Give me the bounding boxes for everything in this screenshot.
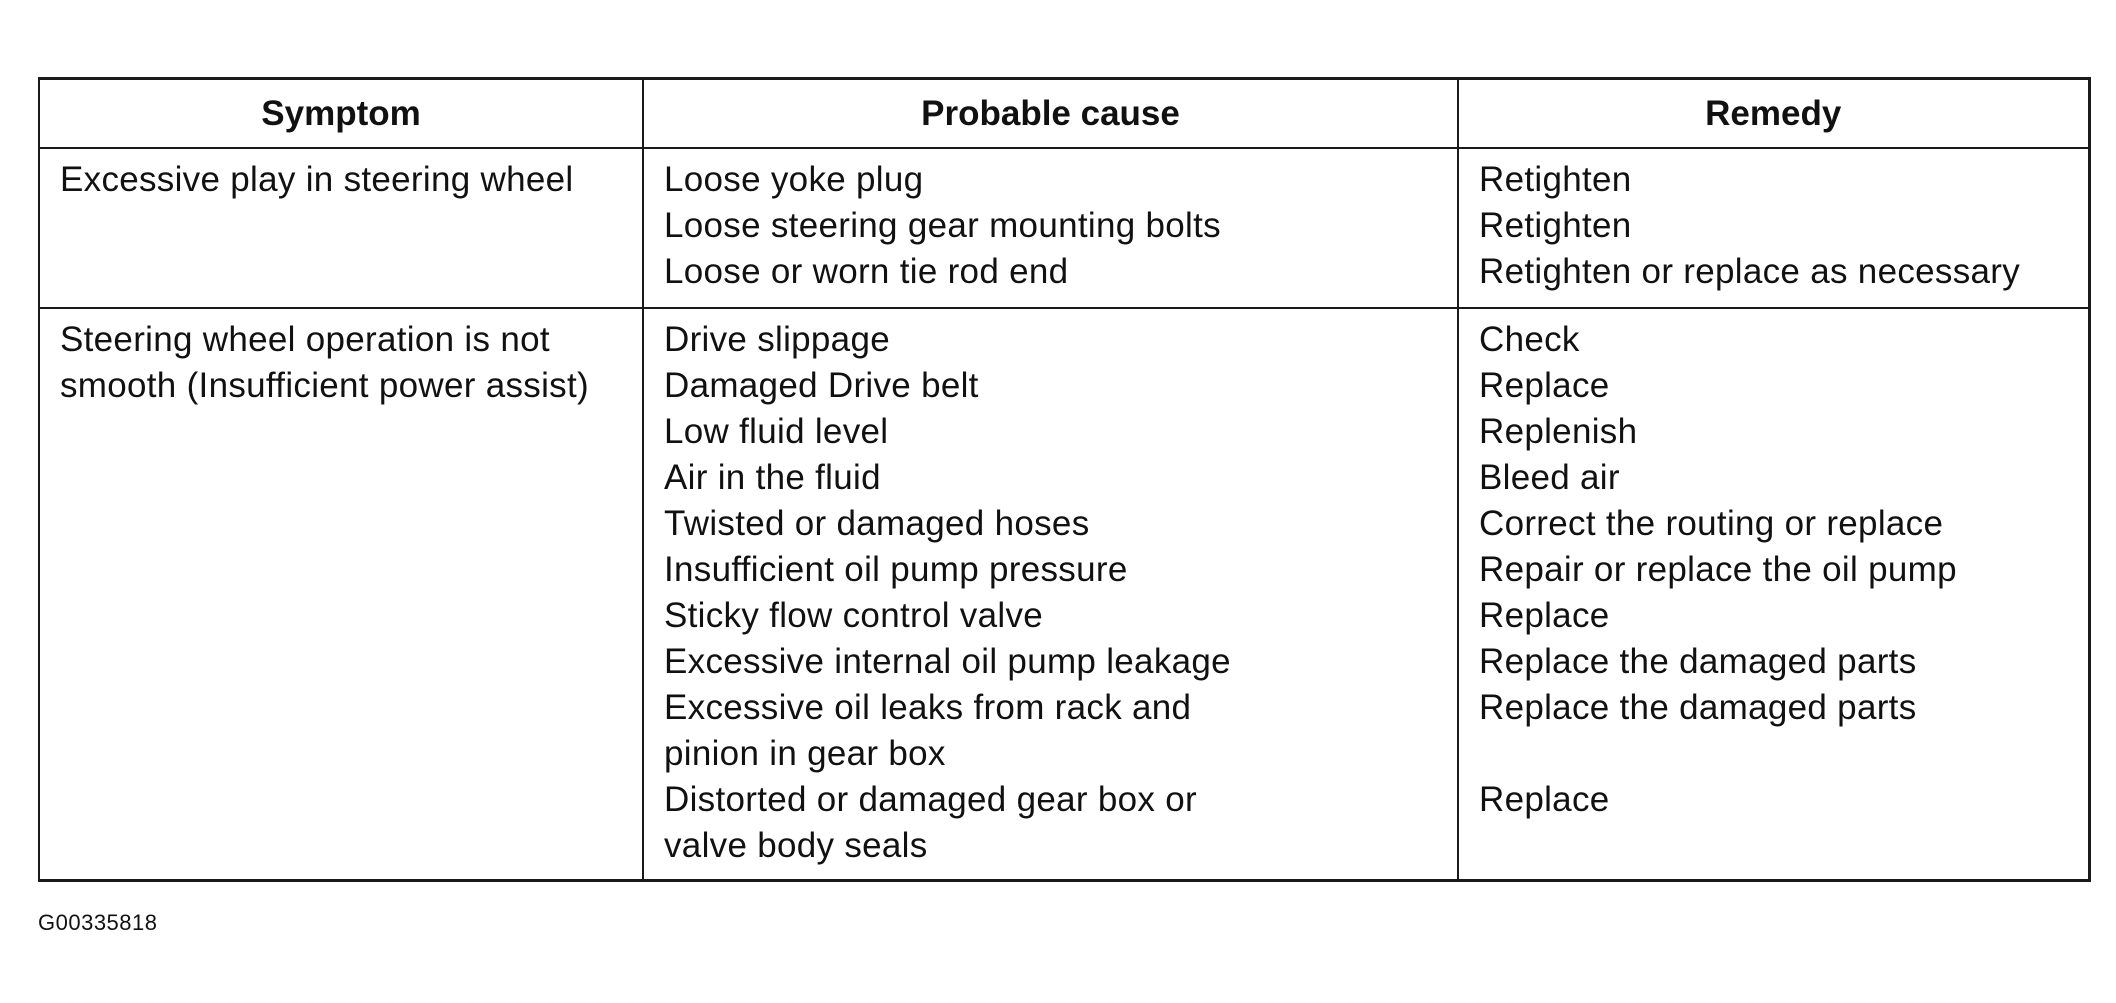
cause-line-continued: valve body seals	[664, 826, 928, 865]
symptom-line: smooth (Insufficient power assist)	[60, 366, 589, 405]
table-row	[39, 148, 2089, 308]
remedy-line: Retighten	[1479, 206, 1632, 245]
symptom-cell	[39, 148, 643, 308]
diagnosis-table	[38, 77, 2091, 882]
cause-line: Loose yoke plug	[664, 160, 924, 199]
cause-line: Excessive oil leaks from rack and	[664, 688, 1192, 727]
symptom-line: Excessive play in steering wheel	[60, 160, 574, 199]
symptom-cell	[39, 308, 643, 881]
remedy-cell	[1458, 148, 2089, 308]
remedy-line: Bleed air	[1479, 458, 1620, 497]
cause-line: Loose or worn tie rod end	[664, 252, 1069, 291]
remedy-line: Retighten or replace as necessary	[1479, 252, 2021, 291]
cause-line: Low fluid level	[664, 412, 889, 451]
remedy-line: Replace the damaged parts	[1479, 642, 1917, 681]
symptom-line: Steering wheel operation is not	[60, 320, 550, 359]
figure-id: G00335818	[38, 910, 158, 935]
header-symptom: Symptom	[39, 79, 643, 149]
header-row	[39, 79, 2089, 149]
remedy-line: Repair or replace the oil pump	[1479, 550, 1957, 589]
remedy-line: Replace	[1479, 596, 1610, 635]
remedy-line: Replenish	[1479, 412, 1638, 451]
remedy-line: Replace	[1479, 366, 1610, 405]
table-row	[39, 308, 2089, 881]
cause-line: Insufficient oil pump pressure	[664, 550, 1128, 589]
cause-cell	[643, 148, 1458, 308]
cause-line: Excessive internal oil pump leakage	[664, 642, 1231, 681]
remedy-line: Retighten	[1479, 160, 1632, 199]
cause-line: Air in the fluid	[664, 458, 881, 497]
cause-line-continued: pinion in gear box	[664, 734, 946, 773]
cause-line: Sticky flow control valve	[664, 596, 1044, 635]
cause-line: Twisted or damaged hoses	[664, 504, 1090, 543]
remedy-line: Correct the routing or replace	[1479, 504, 1944, 543]
cause-line: Drive slippage	[664, 320, 890, 359]
header-remedy: Remedy	[1458, 79, 2089, 149]
cause-line: Damaged Drive belt	[664, 366, 979, 405]
remedy-spacer	[1479, 731, 2072, 777]
cause-line: Distorted or damaged gear box or	[664, 780, 1197, 819]
header-probable-cause: Probable cause	[643, 79, 1458, 149]
remedy-line: Check	[1479, 320, 1580, 359]
cause-line: Loose steering gear mounting bolts	[664, 206, 1221, 245]
remedy-line: Replace the damaged parts	[1479, 688, 1917, 727]
remedy-line: Replace	[1479, 780, 1610, 819]
remedy-cell	[1458, 308, 2089, 881]
cause-cell	[643, 308, 1458, 881]
